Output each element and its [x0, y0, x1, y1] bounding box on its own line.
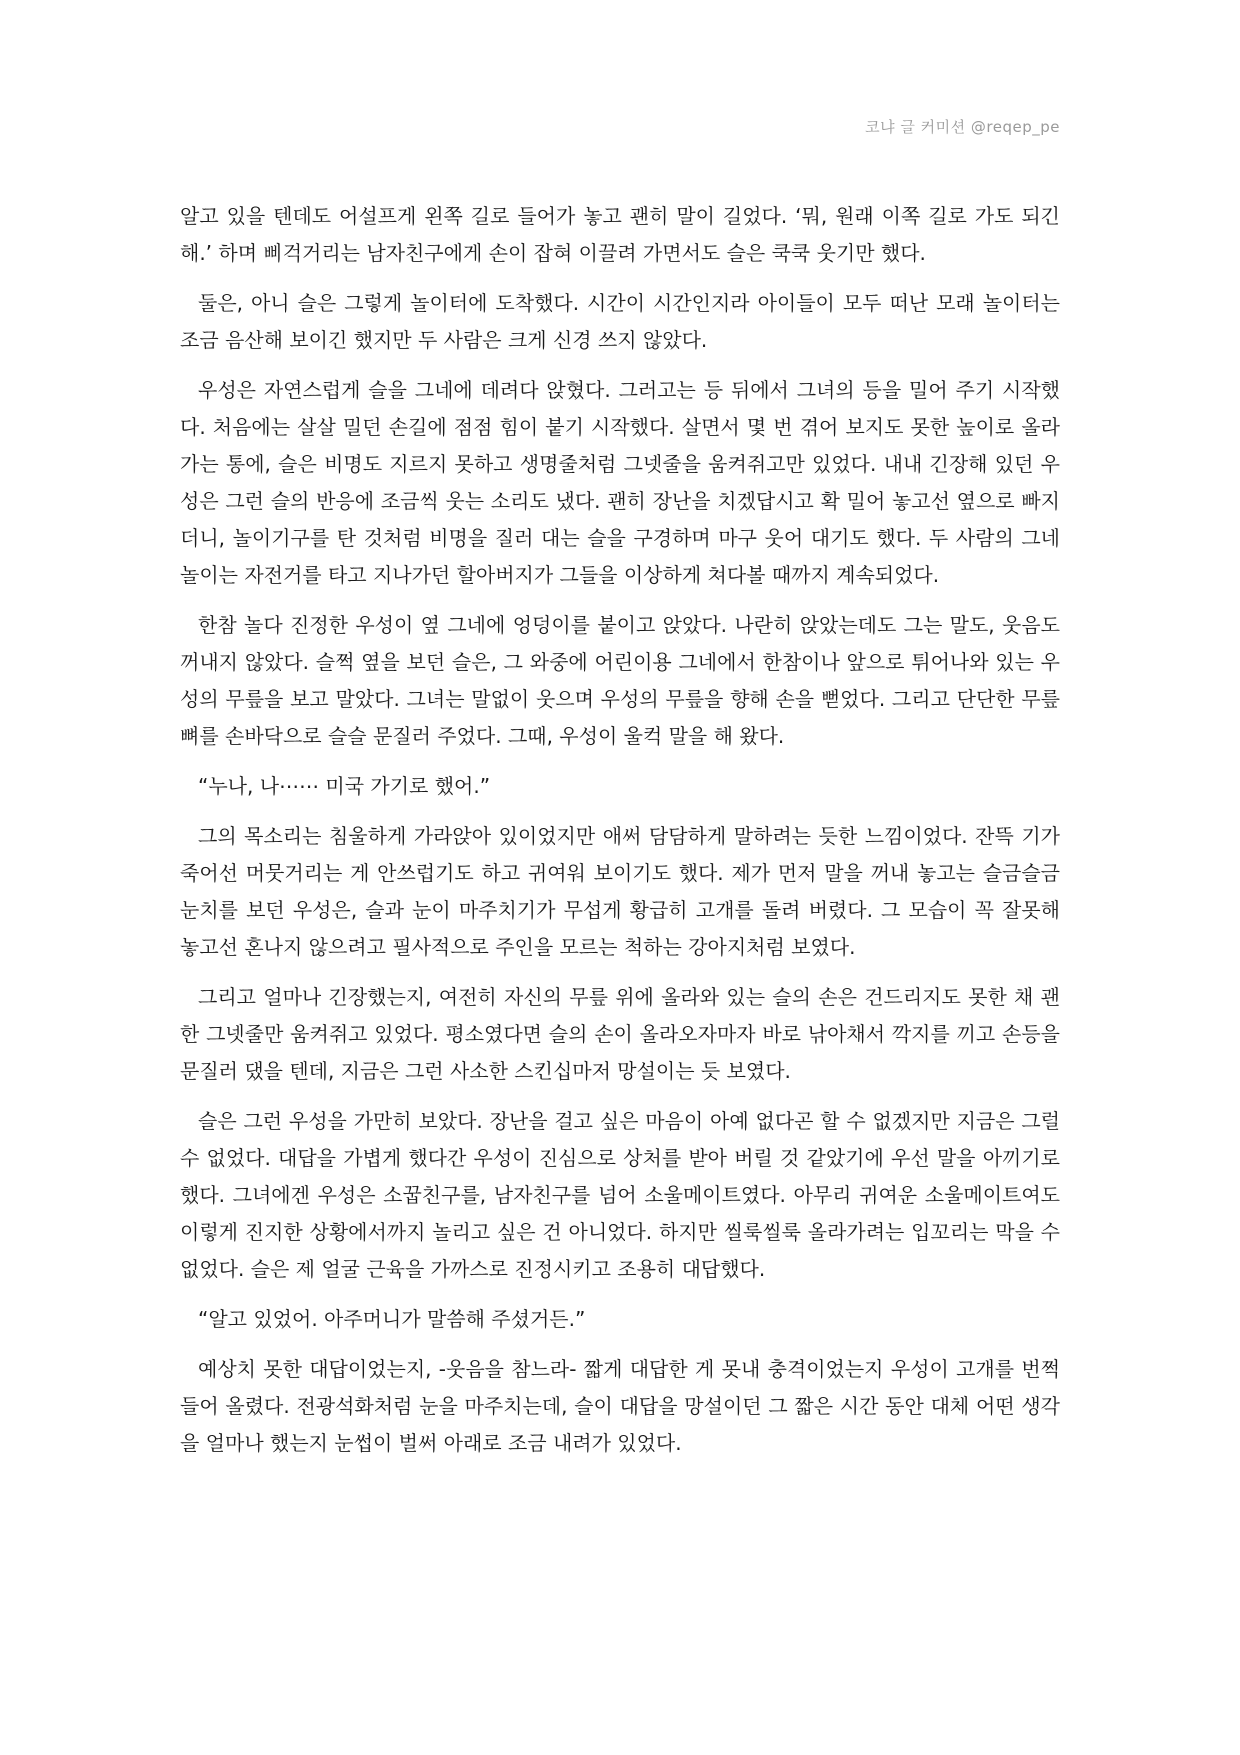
page-header: 코냐 글 커미션 @reqep_pe [865, 118, 1060, 136]
paragraph-5: 그의 목소리는 침울하게 가라앉아 있이었지만 애써 담담하게 말하려는 듯한 느낌이었다. 잔뜩 기가 죽어선 머뭇거리는 게 안쓰럽기도 하고 귀여워 보이기도 했다. 제가 먼저 말을 꺼내 놓고는 슬금슬금 눈치를 보던 우성은, 슬과 눈이 마주치기가 무섭게 황급히 고개를 돌려 버렸다. 그 모습이 꼭 잘못해 놓고선 혼나지 않으려고 필사적으로 주인을 모르는 척하는 강아지처럼 보였다. [180, 824, 1060, 959]
paragraph-8: 예상치 못한 대답이었는지, -웃음을 참느라- 짧게 대답한 게 못내 충격이었는지 우성이 고개를 번쩍 들어 올렸다. 전광석화처럼 눈을 마주치는데, 슬이 대답을 망설이던 그 짧은 시간 동안 대체 어떤 생각을 얼마나 했는지 눈썹이 벌써 아래로 조금 내려가 있었다. [180, 1357, 1060, 1455]
dialogue-1: “누나, 나⋯⋯ 미국 가기로 했어.” [198, 774, 491, 798]
paragraph-1: 알고 있을 텐데도 어설프게 왼쪽 길로 들어가 놓고 괜히 말이 길었다. ‘뭐, 원래 이쪽 길로 가도 되긴 해.’ 하며 삐걱거리는 남자친구에게 손이 잡혀 이끌려 가면서도 슬은 쿡쿡 웃기만 했다. [180, 204, 1060, 265]
paragraph-3: 우성은 자연스럽게 슬을 그네에 데려다 앉혔다. 그러고는 등 뒤에서 그녀의 등을 밀어 주기 시작했다. 처음에는 살살 밀던 손길에 점점 힘이 붙기 시작했다. 살면서 몇 번 겪어 보지도 못한 높이로 올라가는 통에, 슬은 비명도 지르지 못하고 생명줄처럼 그넷줄을 움켜쥐고만 있었다. 내내 긴장해 있던 우성은 그런 슬의 반응에 조금씩 웃는 소리도 냈다. 괜히 장난을 치겠답시고 확 밀어 놓고선 옆으로 빠지더니, 놀이기구를 탄 것처럼 비명을 질러 대는 슬을 구경하며 마구 웃어 대기도 했다. 두 사람의 그네 놀이는 자전거를 타고 지나가던 할아버지가 그들을 이상하게 쳐다볼 때까지 계속되었다. [180, 378, 1060, 587]
paragraph-2: 둘은, 아니 슬은 그렇게 놀이터에 도착했다. 시간이 시간인지라 아이들이 모두 떠난 모래 놀이터는 조금 음산해 보이긴 했지만 두 사람은 크게 신경 쓰지 않았다. [180, 291, 1060, 352]
story-body [180, 198, 1060, 1475]
paragraph-7: 슬은 그런 우성을 가만히 보았다. 장난을 걸고 싶은 마음이 아예 없다곤 할 수 없겠지만 지금은 그럴 수 없었다. 대답을 가볍게 했다간 우성이 진심으로 상처를 받아 버릴 것 같았기에 우선 말을 아끼기로 했다. 그녀에겐 우성은 소꿉친구를, 남자친구를 넘어 소울메이트였다. 아무리 귀여운 소울메이트여도 이렇게 진지한 상황에서까지 놀리고 싶은 건 아니었다. 하지만 씰룩씰룩 올라가려는 입꼬리는 막을 수 없었다. 슬은 제 얼굴 근육을 가까스로 진정시키고 조용히 대답했다. [180, 1109, 1060, 1281]
dialogue-2: “알고 있었어. 아주머니가 말씀해 주셨거든.” [198, 1307, 586, 1331]
paragraph-6: 그리고 얼마나 긴장했는지, 여전히 자신의 무릎 위에 올라와 있는 슬의 손은 건드리지도 못한 채 괜한 그넷줄만 움켜쥐고 있었다. 평소였다면 슬의 손이 올라오자마자 바로 낚아채서 깍지를 끼고 손등을 문질러 댔을 텐데, 지금은 그런 사소한 스킨십마저 망설이는 듯 보였다. [180, 985, 1060, 1083]
paragraph-4: 한참 놀다 진정한 우성이 옆 그네에 엉덩이를 붙이고 앉았다. 나란히 앉았는데도 그는 말도, 웃음도 꺼내지 않았다. 슬쩍 옆을 보던 슬은, 그 와중에 어린이용 그네에서 한참이나 앞으로 튀어나와 있는 우성의 무릎을 보고 말았다. 그녀는 말없이 웃으며 우성의 무릎을 향해 손을 뻗었다. 그리고 단단한 무릎뼈를 손바닥으로 슬슬 문질러 주었다. 그때, 우성이 울컥 말을 해 왔다. [180, 613, 1060, 748]
